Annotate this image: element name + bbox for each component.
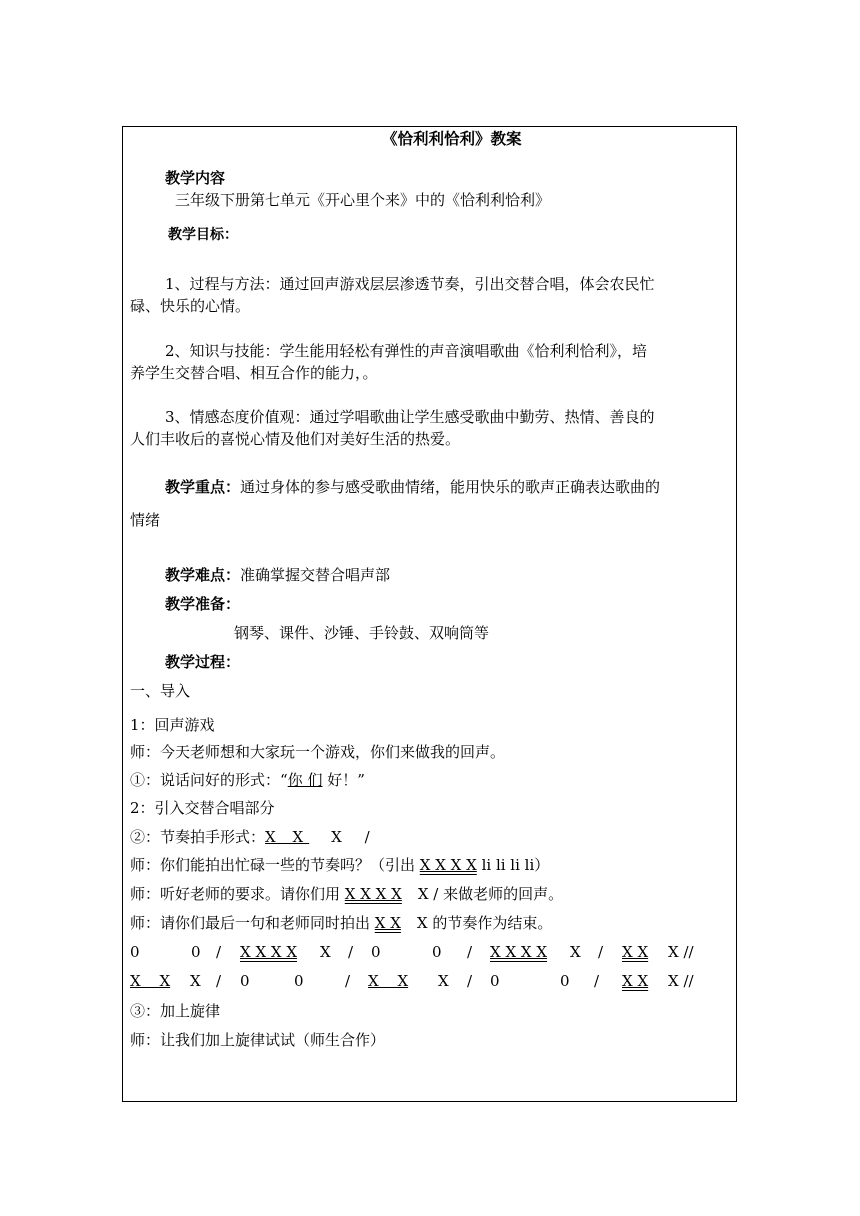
rhythm-prefix: ②：节奏拍手形式：	[130, 828, 266, 846]
seq1-a: 0	[130, 943, 140, 961]
add-melody: ③：加上旋律	[130, 1002, 221, 1020]
process-label: 教学过程：	[165, 653, 241, 671]
seq1-e: X	[320, 943, 331, 961]
seq1-g: 0	[371, 943, 381, 961]
teacher-line-3	[130, 884, 563, 904]
greeting-prefix: ①：说话问好的形式：“	[130, 771, 288, 789]
prep-label: 教学准备：	[165, 595, 241, 613]
content-heading: 教学内容	[165, 169, 226, 187]
seq1-b: 0	[191, 943, 201, 961]
objective-2-line-1: 2、知识与技能：学生能用轻松有弹性的声音演唱歌曲《恰利利恰利》，培	[165, 342, 648, 360]
seq2-d: 0	[240, 972, 250, 990]
t3-suffix: X / 来做老师的回声。	[417, 885, 564, 903]
difficulty	[165, 565, 390, 585]
seq2-n: X //	[668, 972, 694, 990]
t4-prefix: 师：请你们最后一句和老师同时拍出	[130, 914, 375, 932]
sub-step-2: 2：引入交替合唱部分	[130, 799, 275, 817]
key-point-line-2: 情绪	[130, 511, 161, 529]
seq2-e: 0	[294, 972, 304, 990]
key-label: 教学重点：	[165, 478, 241, 496]
seq2-b: X	[190, 972, 201, 990]
seq1-k: X	[570, 943, 581, 961]
rhythm-suffix: X /	[331, 828, 370, 846]
objective-1-line-1: 1、过程与方法：通过回声游戏层层渗透节奏，引出交替合唱，体会农民忙	[165, 275, 655, 293]
t2-suffix: li li li li）	[476, 856, 550, 874]
seq2-k: 0	[560, 972, 570, 990]
content-text: 三年级下册第七单元《开心里个来》中的《恰利利恰利》	[175, 191, 551, 209]
step-1: 一、导入	[130, 682, 191, 700]
key-point	[165, 477, 660, 497]
sub-step-1: 1：回声游戏	[130, 716, 215, 734]
seq2-j: 0	[490, 972, 500, 990]
seq2-l: /	[594, 972, 600, 990]
seq2-f: /	[345, 972, 351, 990]
rhythm-underlined: X X	[265, 828, 310, 846]
prep-text: 钢琴、课件、沙锤、手铃鼓、双响筒等	[234, 624, 490, 642]
greeting-form	[130, 770, 365, 790]
seq1-j: X X X X	[490, 943, 548, 961]
seq1-i: /	[467, 943, 473, 961]
objective-2-line-2: 养学生交替合唱、相互合作的能力，。	[130, 364, 378, 382]
t3-underlined: X X X X	[344, 885, 402, 903]
seq1-f: /	[348, 943, 354, 961]
t2-underlined: X X X X	[419, 856, 477, 874]
difficulty-text: 准确掌握交替合唱声部	[240, 566, 391, 584]
seq1-c: /	[216, 943, 222, 961]
greeting-suffix: 好！”	[322, 771, 365, 789]
seq2-c: /	[216, 972, 222, 990]
seq1-l: /	[598, 943, 604, 961]
seq1-m: X X	[622, 943, 649, 961]
seq1-h: 0	[432, 943, 442, 961]
teacher-line-1: 师：今天老师想和大家玩一个游戏，你们来做我的回声。	[130, 743, 506, 761]
objectives-heading: 教学目标：	[168, 227, 238, 243]
teacher-line-4	[130, 913, 552, 933]
t3-prefix: 师：听好老师的要求。请你们用	[130, 885, 345, 903]
key-text: 通过身体的参与感受歌曲情绪，能用快乐的歌声正确表达歌曲的	[240, 478, 661, 496]
rhythm-form	[130, 827, 370, 847]
objective-3-line-2: 人们丰收后的喜悦心情及他们对美好生活的热爱。	[130, 430, 461, 448]
seq2-m: X X	[622, 972, 649, 990]
seq1-n: X //	[668, 943, 694, 961]
seq1-d: X X X X	[240, 943, 298, 961]
t4-suffix: X 的节奏作为结束。	[416, 914, 553, 932]
teacher-line-5: 师：让我们加上旋律试试（师生合作）	[130, 1031, 386, 1049]
seq2-h: X	[438, 972, 449, 990]
objective-1-line-2: 碌、快乐的心情。	[130, 297, 251, 315]
page-title: 《恰利利恰利》教案	[382, 129, 522, 148]
t2-prefix: 师：你们能拍出忙碌一些的节奏吗？（引出	[130, 856, 420, 874]
greeting-underlined: 你 们	[287, 771, 323, 789]
difficulty-label: 教学难点：	[165, 566, 241, 584]
objective-3-line-1: 3、情感态度价值观：通过学唱歌曲让学生感受歌曲中勤劳、热情、善良的	[165, 408, 655, 426]
seq2-i: /	[467, 972, 473, 990]
seq2-g: X X	[368, 972, 409, 990]
t4-underlined: X X	[374, 914, 401, 932]
teacher-line-2	[130, 855, 549, 875]
seq2-a: X X	[130, 972, 171, 990]
